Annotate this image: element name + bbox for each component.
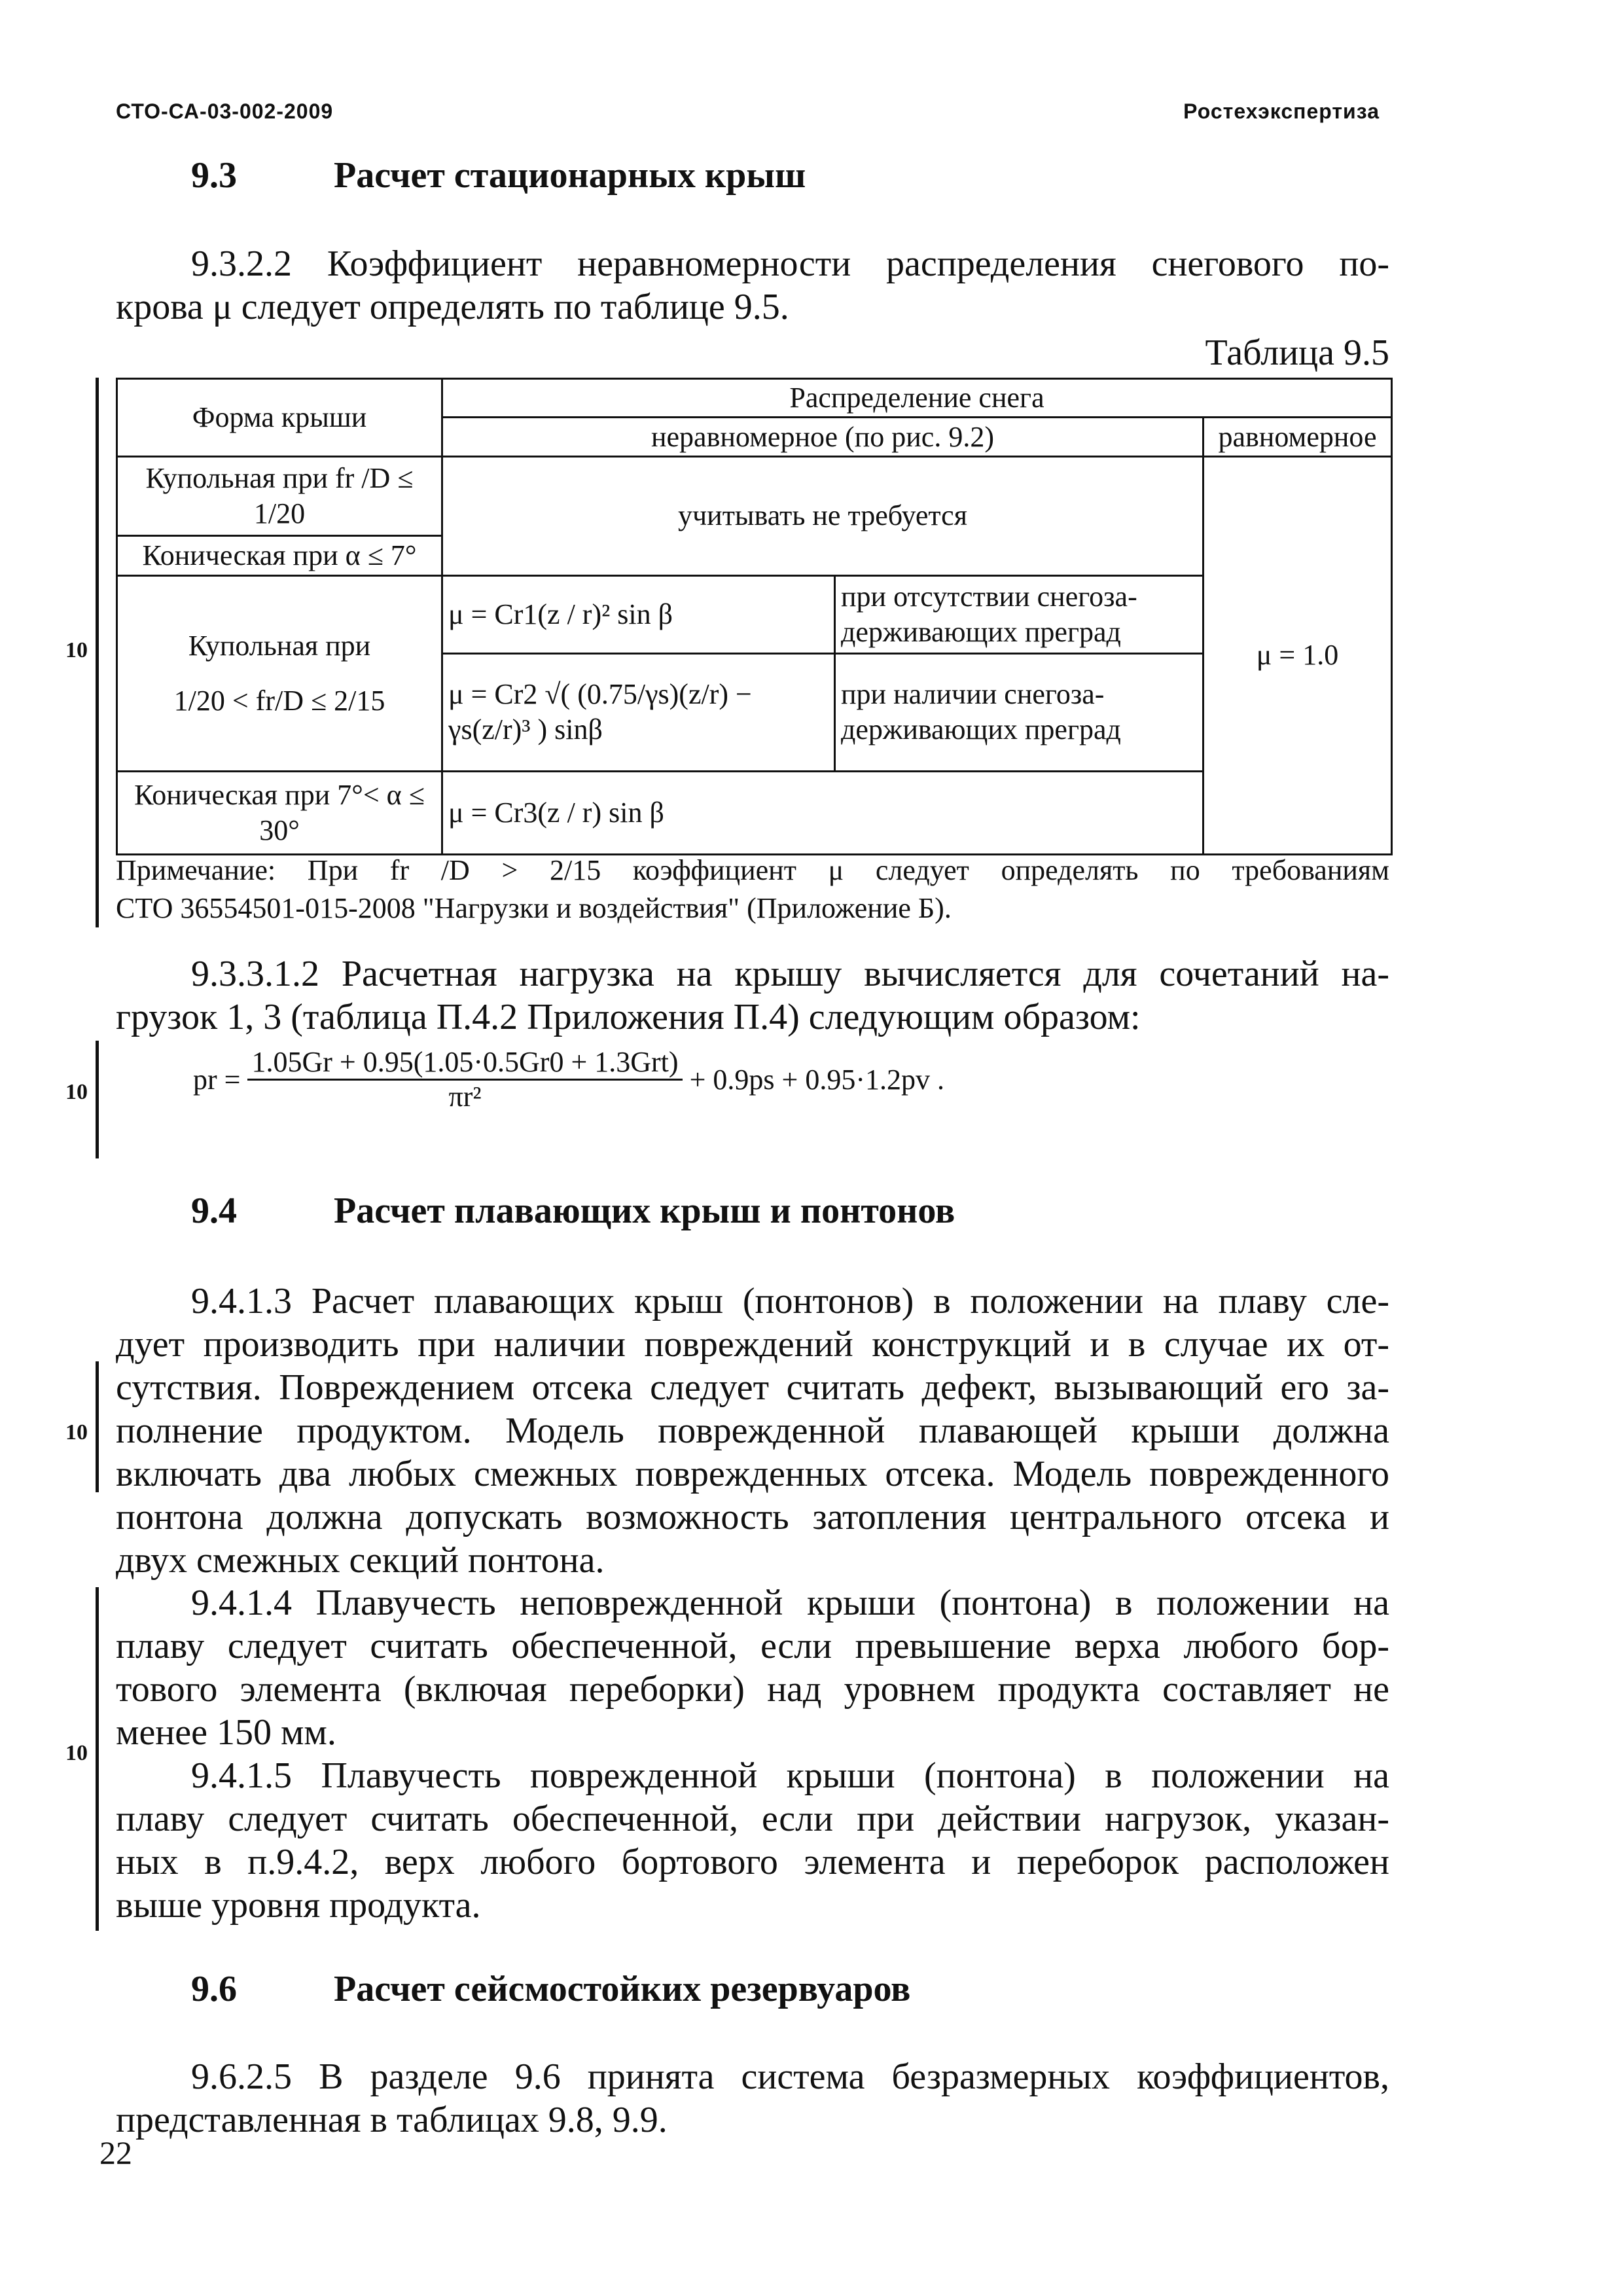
paragraph-9-4-1-5: 9.4.1.5 Плавучесть поврежденной крыши (понтона) в положении на плаву следует считать обеспеченной, если при действии нагрузок, указан- ных в п.9.4.2, верх любого бортового элемента и переборок расположен выше уровня продукта.	[116, 1755, 1389, 1926]
table-caption: Таблица 9.5	[1205, 332, 1389, 373]
change-mark: 10	[65, 1420, 88, 1444]
change-mark: 10	[65, 1080, 88, 1104]
section-heading-9-3: 9.3 Расчет стационарных крыш	[191, 155, 806, 196]
header-uneven: неравномерное (по рис. 9.2)	[442, 418, 1204, 456]
formula-mu-1: μ = Cr1(z / r)² sin β	[442, 575, 835, 653]
header-org: Ростехэкспертиза	[1183, 99, 1380, 123]
paragraph-9-6-2-5: 9.6.2.5 В разделе 9.6 принята система безразмерных коэффициентов, представленная в таблицах 9.8, 9.9.	[116, 2056, 1389, 2140]
paragraph-9-3-2-2: 9.3.2.2 Коэффициент неравномерности распределения снегового по- крова μ следует определять по таблице 9.5.	[116, 243, 1389, 327]
formula-mu-3: μ = Cr3(z / r) sin β	[442, 771, 1204, 854]
header-roof-shape: Форма крыши	[117, 379, 442, 457]
paragraph-9-4-1-3: 9.4.1.3 Расчет плавающих крыш (понтонов) в положении на плаву сле- дует производить при наличии повреждений конструкций и в случае их от- сутствия. Повреждением отсека следует считать дефект, вызывающий его за- полнение продуктом. Модель поврежденной плавающей крыши должна включать два любых смежных поврежденных отсека. Модель поврежденного понтона должна допускать возможность затопления центрального отсека и двух смежных секций понтона.	[116, 1281, 1389, 1581]
row-not-required: учитывать не требуется	[442, 456, 1204, 575]
formula-mu-2: μ = Cr2 √( (0.75/γs)(z/r) − γs(z/r)³ ) sinβ	[442, 653, 835, 771]
table-note: Примечание: При fr /D > 2/15 коэффициент μ следует определять по требованиям СТО 36554501-015-2008 "Нагрузки и воздействия" (Приложение Б).	[116, 854, 1389, 924]
section-heading-9-4: 9.4 Расчет плавающих крыш и понтонов	[191, 1191, 955, 1231]
formula-lhs: pr =	[193, 1064, 241, 1096]
row-cone-shallow-shape: Коническая при α ≤ 7°	[117, 535, 442, 575]
row-cone-shape: Коническая при 7°< α ≤ 30°	[117, 771, 442, 854]
paragraph-9-3-3-1-2: 9.3.3.1.2 Расчетная нагрузка на крышу вычисляется для сочетаний на- грузок 1, 3 (таблица П.4.2 Приложения П.4) следующим образом:	[116, 954, 1389, 1037]
page-number: 22	[99, 2134, 132, 2171]
even-value-cell: μ = 1.0	[1204, 456, 1392, 854]
change-mark: 10	[65, 1741, 88, 1765]
dome-label: Купольная при	[188, 629, 371, 662]
row-dome-shallow-shape: Купольная при fr /D ≤ 1/20	[117, 456, 442, 535]
section-heading-9-6: 9.6 Расчет сейсмостойких резервуаров	[191, 1969, 911, 2009]
change-mark: 10	[65, 638, 88, 662]
header-snow-distribution: Распределение снега	[442, 379, 1392, 418]
formula-tail: + 0.9ps + 0.95·1.2pv .	[689, 1064, 944, 1096]
header-doc-code: СТО-СА-03-002-2009	[116, 99, 334, 123]
change-bar	[96, 1041, 99, 1158]
change-bar	[96, 1587, 99, 1931]
dome-condition: 1/20 < fr/D ≤ 2/15	[173, 684, 385, 717]
formula-numerator: 1.05Gr + 0.95(1.05·0.5Gr0 + 1.3Grt)	[247, 1046, 682, 1081]
condition-with-barriers: при наличии снегоза-держивающих преград	[835, 653, 1204, 771]
row-dome-shape	[117, 575, 442, 771]
formula-fraction	[247, 1046, 682, 1113]
formula-denominator: πr²	[448, 1081, 482, 1113]
condition-no-barriers: при отсутствии снегоза-держивающих преград	[835, 575, 1204, 653]
formula-pr	[193, 1046, 944, 1113]
change-bar	[96, 378, 99, 927]
table-9-5	[116, 378, 1393, 855]
paragraph-9-4-1-4: 9.4.1.4 Плавучесть неповрежденной крыши (понтона) в положении на плаву следует считать обеспеченной, если превышение верха любого бор- тового элемента (включая переборки) над уровнем продукта составляет не менее 150 мм.	[116, 1583, 1389, 1753]
change-bar	[96, 1361, 99, 1492]
header-even: равномерное	[1204, 418, 1392, 456]
